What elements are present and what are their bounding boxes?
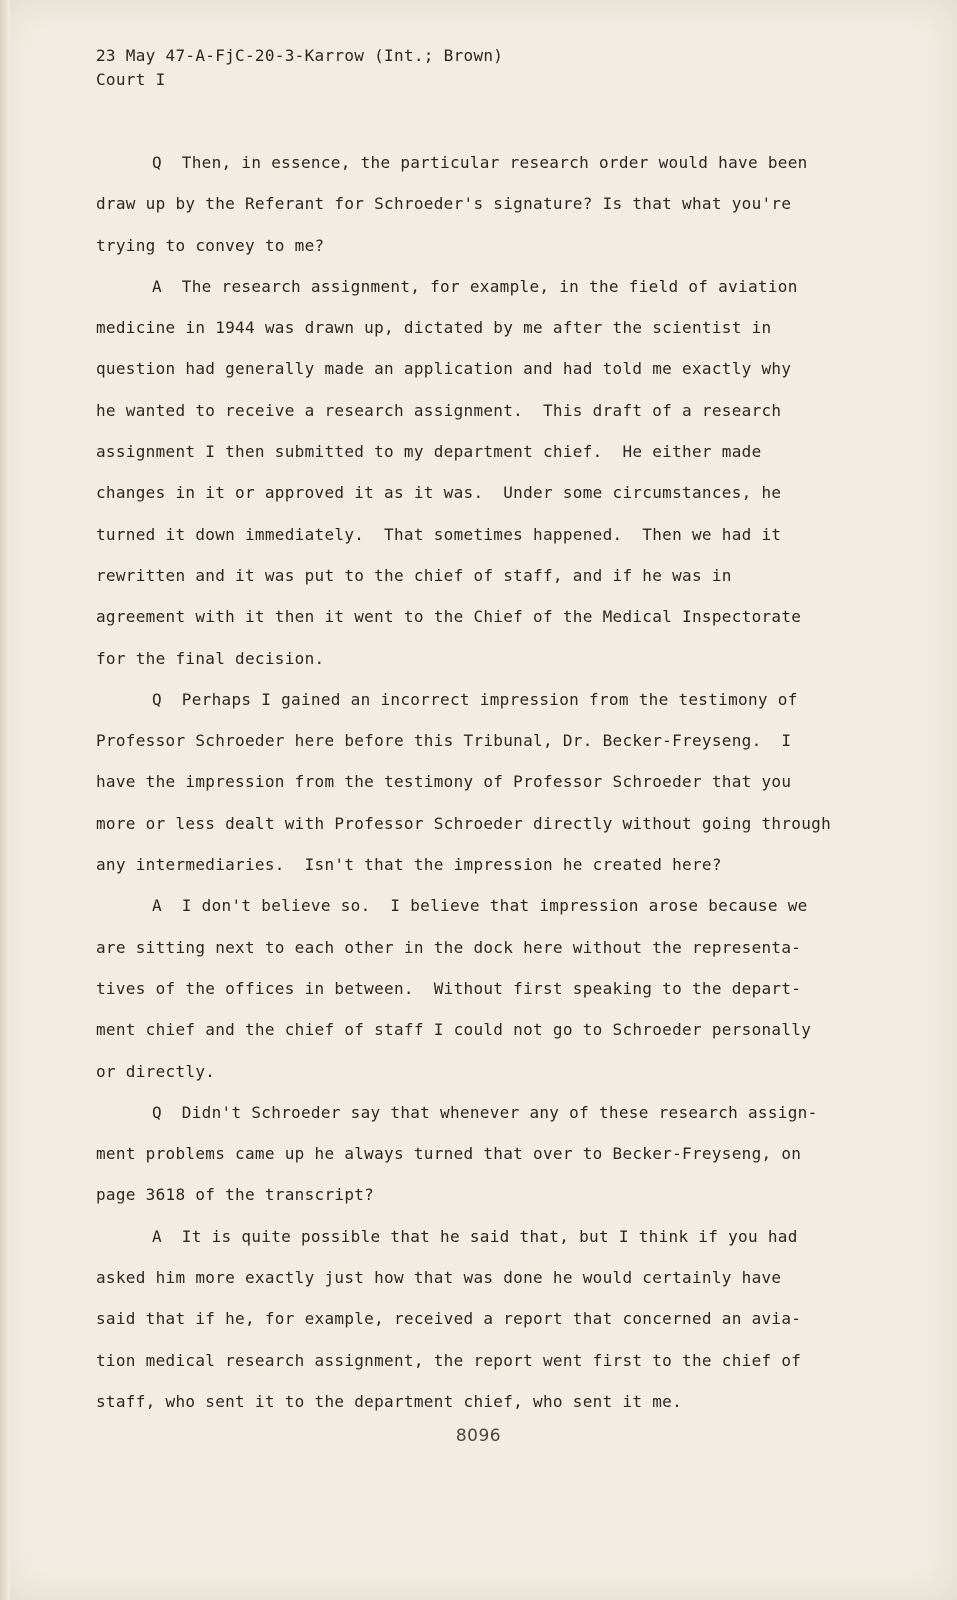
transcript-line: asked him more exactly just how that was done he would certainly have [96,1268,782,1288]
transcript-line: Professor Schroeder here before this Tribunal, Dr. Becker-Freyseng. I [96,731,792,751]
transcript-line: any intermediaries. Isn't that the impression he created here? [96,855,722,875]
transcript-line: have the impression from the testimony of Professor Schroeder that you [96,772,792,792]
transcript-line: A It is quite possible that he said that, but I think if you had [152,1226,798,1246]
header-court-line: Court I [96,70,166,89]
page-number: 8096 [455,1426,502,1446]
transcript-line: A I don't believe so. I believe that impression arose because we [152,896,808,916]
document-header [96,44,503,92]
transcript-line: Q Didn't Schroeder say that whenever any of these research assign- [152,1102,818,1122]
transcript-line: medicine in 1944 was drawn up, dictated by me after the scientist in [96,318,772,338]
transcript-line: A The research assignment, for example, in the field of aviation [152,276,798,296]
transcript-line: turned it down immediately. That sometimes happened. Then we had it [96,524,782,544]
page-edge-shadow [0,0,10,1600]
transcript-line: trying to convey to me? [96,235,325,255]
transcript-line: Q Perhaps I gained an incorrect impression from the testimony of [152,689,798,709]
transcript-line: said that if he, for example, received a report that concerned an avia- [96,1309,802,1329]
transcript-body [96,142,876,1422]
header-reference-line: 23 May 47-A-FjC-20-3-Karrow (Int.; Brown) [96,46,504,65]
transcript-line: or directly. [96,1061,216,1081]
transcript-line: are sitting next to each other in the dock here without the representa- [96,937,802,957]
transcript-line: draw up by the Referant for Schroeder's signature? Is that what you're [96,194,792,214]
transcript-line: tives of the offices in between. Without first speaking to the depart- [96,978,802,998]
transcript-line: more or less dealt with Professor Schroeder directly without going through [96,813,832,833]
transcript-line: rewritten and it was put to the chief of staff, and if he was in [96,565,732,585]
transcript-line: tion medical research assignment, the report went first to the chief of [96,1350,802,1370]
transcript-line: agreement with it then it went to the Chief of the Medical Inspectorate [96,607,802,627]
transcript-line: assignment I then submitted to my department chief. He either made [96,442,762,462]
transcript-line: ment chief and the chief of staff I could not go to Schroeder personally [96,1020,812,1040]
transcript-line: Q Then, in essence, the particular research order would have been [152,153,808,172]
transcript-line: he wanted to receive a research assignment. This draft of a research [96,400,782,420]
transcript-line: for the final decision. [96,648,325,668]
transcript-line: question had generally made an application and had told me exactly why [96,359,792,379]
transcript-line: staff, who sent it to the department chief, who sent it me. [96,1391,683,1411]
transcript-line: ment problems came up he always turned that over to Becker-Freyseng, on [96,1144,802,1164]
transcript-line: page 3618 of the transcript? [96,1185,375,1205]
transcript-line: changes in it or approved it as it was. Under some circumstances, he [96,483,782,503]
